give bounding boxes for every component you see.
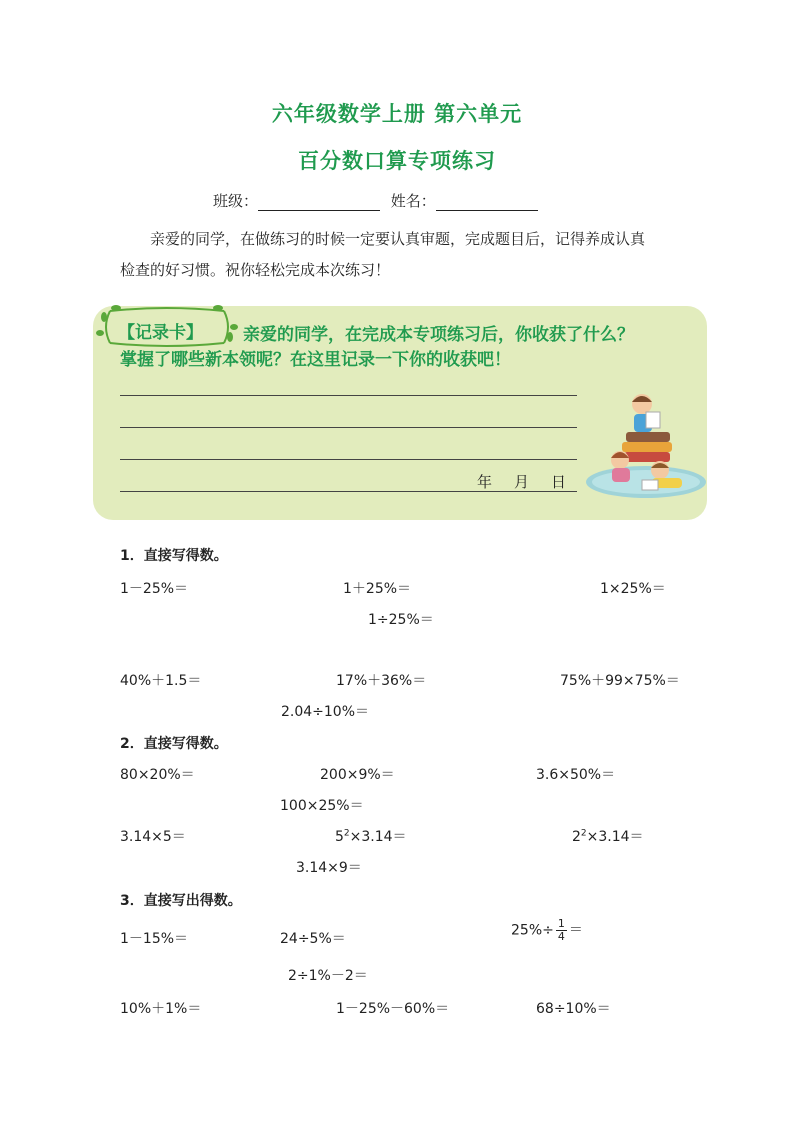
section1-heading: 1．直接写得数。 [120,548,228,564]
section2-heading: 2．直接写得数。 [120,736,228,752]
question: 1－25%－60%＝ [336,1001,450,1017]
student-info [213,190,538,211]
date-year: 年 [477,473,493,491]
expr: ＝ [568,922,583,939]
exponent: 2 [580,828,587,839]
record-line-1: 亲爱的同学，在完成本专项练习后，你收获了什么？ [243,325,634,345]
record-badge: 【记录卡】 [118,323,203,343]
question: 1－25%＝ [120,581,189,597]
page-subtitle: 百分数口算专项练习 [298,149,496,173]
writing-line[interactable] [120,427,577,428]
numerator: 1 [557,917,565,930]
date-day: 日 [551,473,567,491]
question: 3.6×50%＝ [536,767,616,783]
question [572,826,644,846]
question: 1÷25%＝ [368,612,434,628]
question: 80×20%＝ [120,767,195,783]
question: 10%＋1%＝ [120,1001,202,1017]
writing-line[interactable] [120,491,577,492]
class-label: 班级： [213,192,259,210]
writing-line[interactable] [120,459,577,460]
fraction [556,918,567,943]
question [335,826,407,846]
intro-line-1: 亲爱的同学，在做练习的时候一定要认真审题，完成题目后，记得养成认真 [150,230,646,248]
record-line-2: 掌握了哪些新本领呢？在这里记录一下你的收获吧！ [120,350,511,370]
question: 1×25%＝ [600,581,666,597]
name-label: 姓名： [390,192,436,210]
base: 2 [572,829,581,845]
expr: 25%÷ [511,922,554,939]
page-title: 六年级数学上册 第六单元 [271,102,523,126]
exponent: 2 [343,828,350,839]
class-field[interactable] [258,192,380,211]
expr: ×3.14＝ [349,829,407,845]
question: 200×9%＝ [320,767,395,783]
denominator: 4 [557,930,565,943]
question: 40%＋1.5＝ [120,673,202,689]
question: 75%＋99×75%＝ [560,673,680,689]
section3-heading: 3．直接写出得数。 [120,893,242,909]
expr: ×3.14＝ [586,829,644,845]
question: 3.14×9＝ [296,860,362,876]
question: 1＋25%＝ [343,581,412,597]
question: 1－15%＝ [120,931,189,947]
date-month: 月 [514,473,530,491]
question: 3.14×5＝ [120,829,186,845]
question [511,918,583,943]
kids-reading-icon [582,388,714,500]
question: 24÷5%＝ [280,931,346,947]
base: 5 [335,829,344,845]
intro-line-2: 检查的好习惯。祝你轻松完成本次练习！ [120,261,391,279]
question: 2.04÷10%＝ [281,704,370,720]
question: 17%＋36%＝ [336,673,427,689]
name-field[interactable] [436,192,538,211]
question: 100×25%＝ [280,798,364,814]
writing-line[interactable] [120,395,577,396]
question: 2÷1%－2＝ [288,968,368,984]
question: 68÷10%＝ [536,1001,611,1017]
